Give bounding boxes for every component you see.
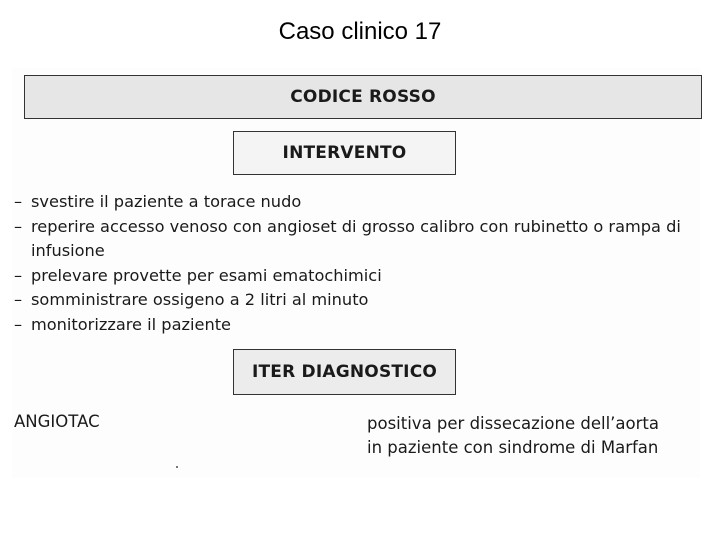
list-item-text: prelevare provette per esami ematochimici <box>31 265 382 285</box>
exam-result <box>367 412 697 460</box>
list-dash: – <box>14 290 23 309</box>
scan-speck <box>176 466 178 468</box>
slide-title: Caso clinico 17 <box>278 18 442 45</box>
exam-name: ANGIOTAC <box>14 412 100 431</box>
intervento-box: INTERVENTO <box>233 131 456 175</box>
list-dash: – <box>14 192 23 211</box>
list-item <box>14 288 694 313</box>
intervention-list <box>14 190 694 337</box>
iter-diagnostico-box: ITER DIAGNOSTICO <box>233 349 456 395</box>
list-item-text: monitorizzare il paziente <box>31 314 232 334</box>
exam-result-line: positiva per dissecazione dell’aorta <box>367 414 659 433</box>
list-item <box>14 215 694 264</box>
list-item-text: reperire accesso venoso con angioset di grosso calibro con rubinetto o rampa di infusione <box>31 216 681 260</box>
codice-rosso-box: CODICE ROSSO <box>24 75 702 119</box>
list-item <box>14 190 694 215</box>
list-item-text: svestire il paziente a torace nudo <box>31 192 302 211</box>
list-item <box>14 264 694 289</box>
list-dash: – <box>14 265 23 285</box>
scanned-document <box>12 68 700 478</box>
list-item-text: somministrare ossigeno a 2 litri al minuto <box>31 290 369 309</box>
list-dash: – <box>14 314 23 334</box>
list-item <box>14 313 694 338</box>
list-dash: – <box>14 216 23 236</box>
exam-result-line: in paziente con sindrome di Marfan <box>367 438 659 457</box>
